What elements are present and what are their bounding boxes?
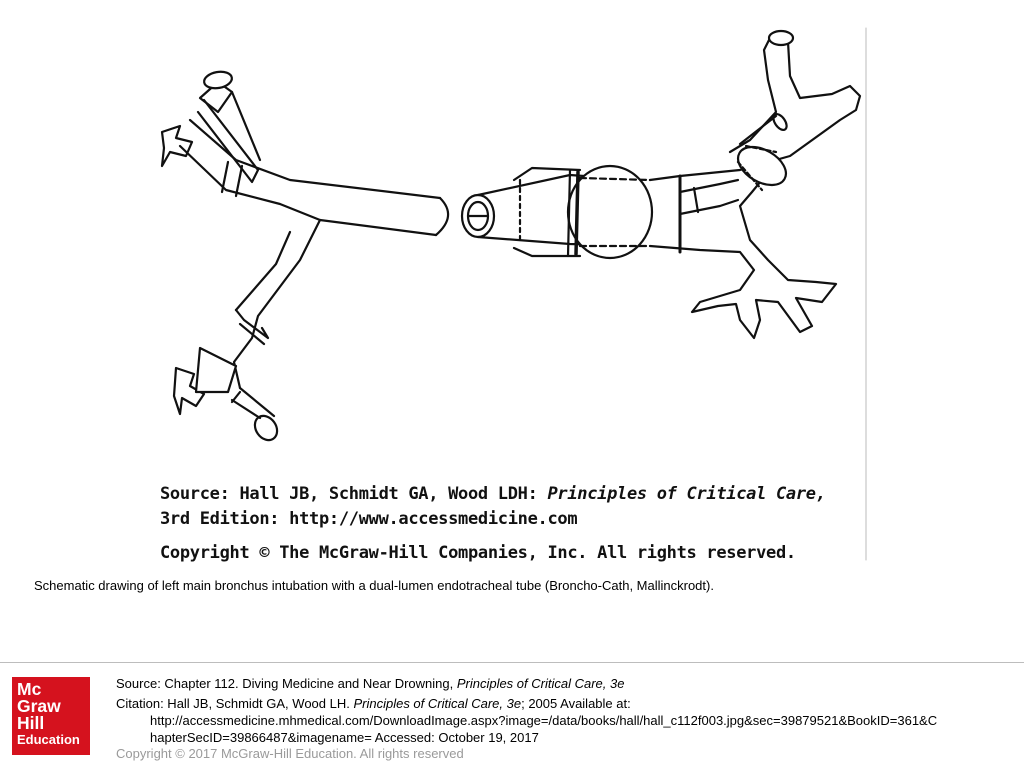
logo-line-4: Education (17, 732, 80, 747)
figure-caption: Schematic drawing of left main bronchus intubation with a dual-lumen endotracheal tube (Broncho-Cath, Mallinckrodt). (34, 578, 714, 593)
mcgraw-hill-education-logo (12, 677, 90, 755)
figure-copyright: Copyright © The McGraw-Hill Companies, Inc. All rights reserved. (160, 543, 796, 563)
logo-line-1: Mc (17, 679, 42, 699)
logo-line-2: Graw (17, 696, 61, 716)
citation-url-line-1[interactable]: http://accessmedicine.mhmedical.com/DownloadImage.aspx?image=/data/books/hall/hall_c112f003.jpg&sec=39879521&BookID=361&C (150, 713, 938, 728)
figure-source-line-2: 3rd Edition: http://www.accessmedicine.com (160, 509, 578, 529)
source-line: Source: Chapter 112. Diving Medicine and Near Drowning, Principles of Critical Care, 3e (116, 676, 625, 691)
figure-source-line-1: Source: Hall JB, Schmidt GA, Wood LDH: Principles of Critical Care, (160, 484, 826, 504)
dual-lumen-tube (162, 70, 448, 445)
copyright-notice: Copyright © 2017 McGraw-Hill Education. All rights reserved (116, 746, 464, 761)
trachea-and-bronchi (514, 31, 860, 338)
citation-line: Citation: Hall JB, Schmidt GA, Wood LH. Principles of Critical Care, 3e; 2005 Available at: (116, 696, 631, 711)
figure-panel (140, 20, 870, 565)
logo-line-3: Hill (17, 713, 45, 733)
citation-url-line-2: hapterSecID=39866487&imagename= Accessed: October 19, 2017 (150, 730, 539, 745)
divider (0, 662, 1024, 663)
